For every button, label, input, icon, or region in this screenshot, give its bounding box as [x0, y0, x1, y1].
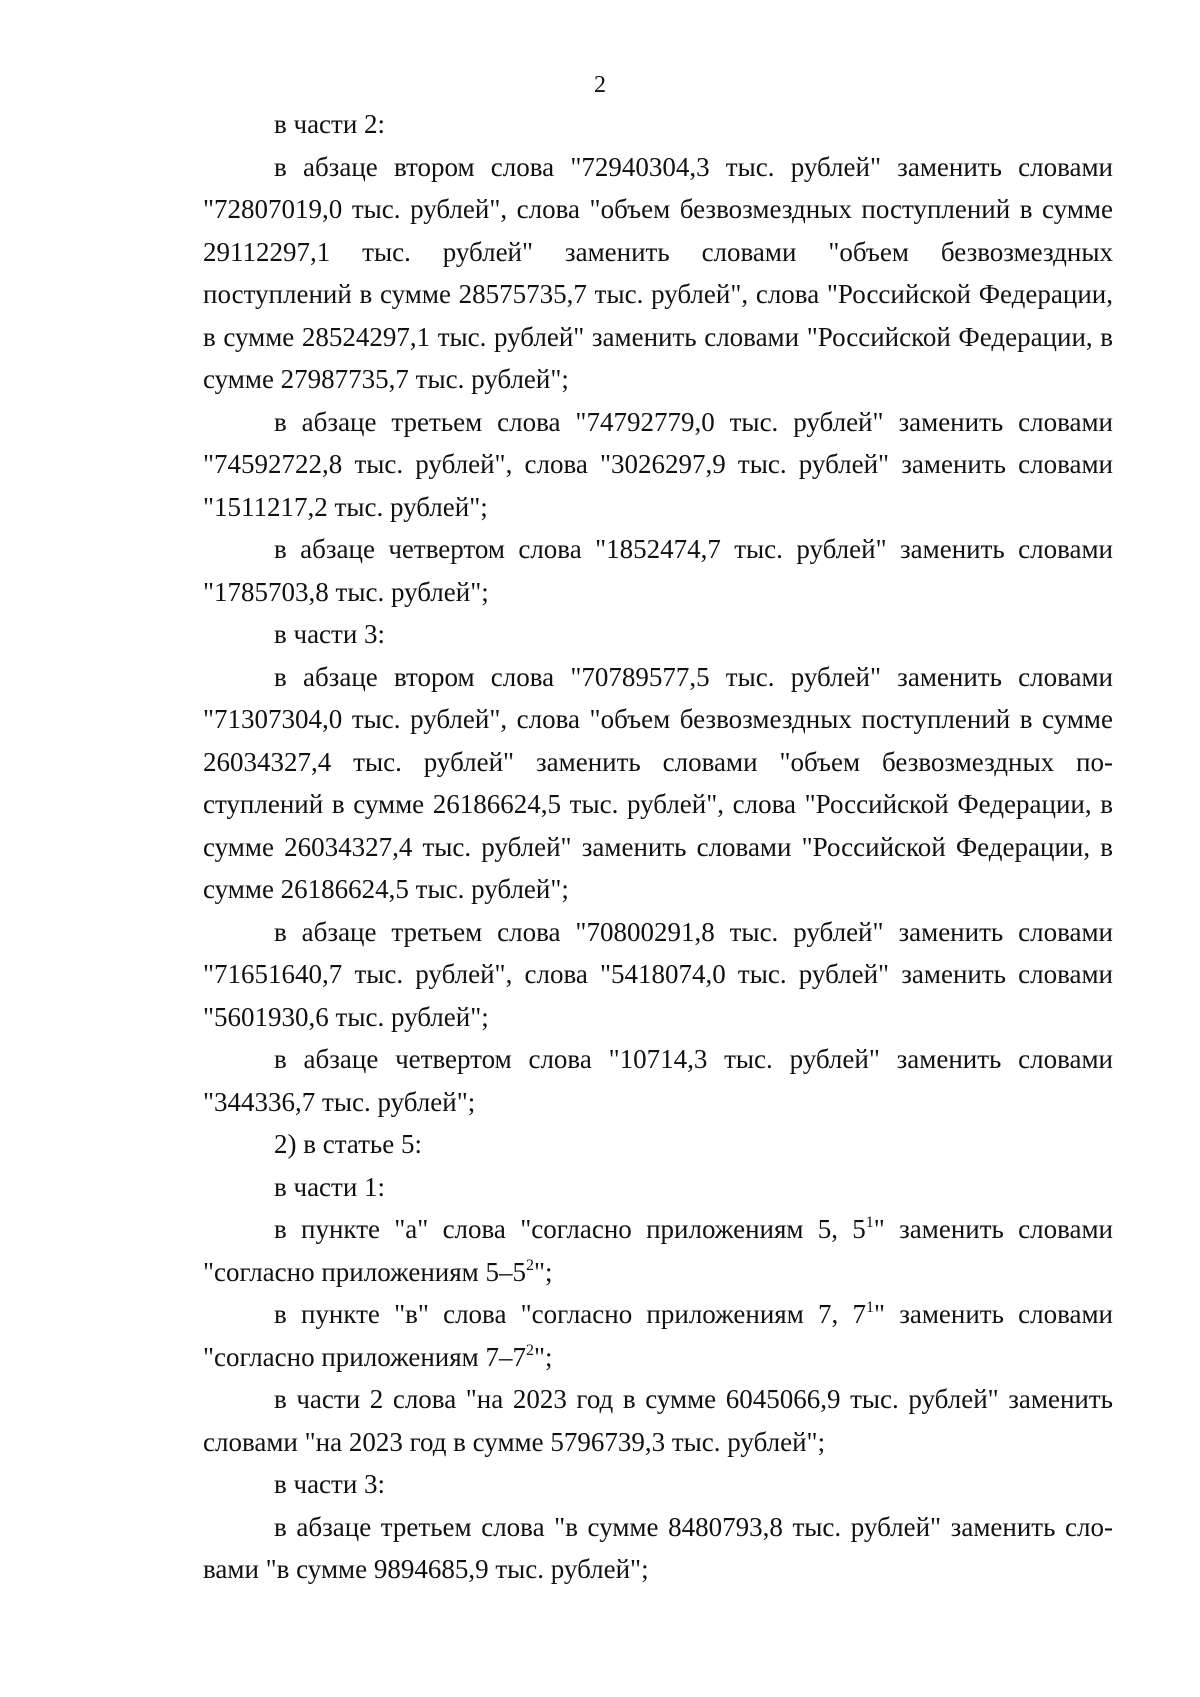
- point-v-text-2: " заменить словами "согласно приложениям 7–7: [203, 1299, 1113, 1372]
- paragraph-article5-part2: в части 2 слова "на 2023 год в сумме 6045066,9 тыс. рублей" заменить словами "на 2023 год в сумме 5796739,3 тыс. рублей";: [203, 1384, 1113, 1457]
- paragraph-point-a: [203, 1208, 1113, 1293]
- point-a-text-2: " заменить словами "согласно приложениям 5–5: [203, 1214, 1113, 1287]
- point-v-text-1: в пункте "в" слова "согласно приложениям 7, 7: [274, 1299, 866, 1329]
- paragraph-part2-heading: в части 2:: [274, 109, 386, 139]
- paragraph-part3-abzac3: в абзаце третьем слова "70800291,8 тыс. рублей" заменить словами "71651640,7 тыс. рублей", слова "5418074,0 тыс. рублей" заменить словами "5601930,6 тыс. рублей";: [203, 916, 1113, 1032]
- paragraph-part3-abzac2: в абзаце втором слова "70789577,5 тыс. рублей" заменить словами "71307304,0 тыс. рублей", слова "объем безвозмездных поступлений в сумме 26034327,4 тыс. рублей" заменить словами "объем безвозмездных поступлений в сумме 26186624,5 тыс. рублей", слова "Российской Федерации, в сумме 26034327,4 тыс. рублей" заменить словами "Российской Федерации, в сумме 26186624,5 тыс. рублей";: [203, 661, 1113, 904]
- document-body: [203, 103, 1113, 1591]
- point-v-text-3: ";: [534, 1341, 553, 1372]
- paragraph-article5-heading: 2) в статье 5:: [274, 1129, 422, 1159]
- paragraph-article5-part3-heading: в части 3:: [274, 1469, 386, 1499]
- point-a-text-3: ";: [534, 1256, 553, 1287]
- paragraph-part3-heading: в части 3:: [274, 619, 386, 649]
- point-a-superscript-2: 2: [526, 1256, 534, 1274]
- paragraph-part2-abzac4: в абзаце четвертом слова "1852474,7 тыс. рублей" заменить словами "1785703,8 тыс. рублей";: [203, 534, 1113, 607]
- paragraph-part3-abzac4: в абзаце четвертом слова "10714,3 тыс. рублей" заменить словами "344336,7 тыс. рублей";: [203, 1044, 1113, 1117]
- paragraph-point-v: [203, 1293, 1113, 1378]
- point-v-superscript-1: 1: [865, 1299, 874, 1316]
- paragraph-article5-part3-abzac3: в абзаце третьем слова "в сумме 8480793,8 тыс. рублей" заменить словами "в сумме 9894685,9 тыс. рублей";: [203, 1511, 1113, 1584]
- page-number: 2: [594, 72, 606, 98]
- point-v-superscript-2: 2: [526, 1341, 534, 1359]
- point-a-text-1: в пункте "а" слова "согласно приложениям 5, 5: [274, 1214, 866, 1244]
- paragraph-part2-abzac2: в абзаце втором слова "72940304,3 тыс. рублей" заменить словами "72807019,0 тыс. рублей", слова "объем безвозмездных поступлений в сумме 29112297,1 тыс. рублей" заменить словами "объем безвозмездных поступлений в сумме 28575735,7 тыс. рублей", слова "Российской Федерации, в сумме 28524297,1 тыс. рублей" заменить словами "Российской Федерации, в сумме 27987735,7 тыс. рублей";: [203, 151, 1113, 394]
- point-a-superscript-1: 1: [865, 1214, 874, 1231]
- paragraph-part2-abzac3: в абзаце третьем слова "74792779,0 тыс. рублей" заменить словами "74592722,8 тыс. рублей", слова "3026297,9 тыс. рублей" заменить словами "1511217,2 тыс. рублей";: [203, 406, 1113, 522]
- paragraph-article5-part1-heading: в части 1:: [274, 1171, 386, 1202]
